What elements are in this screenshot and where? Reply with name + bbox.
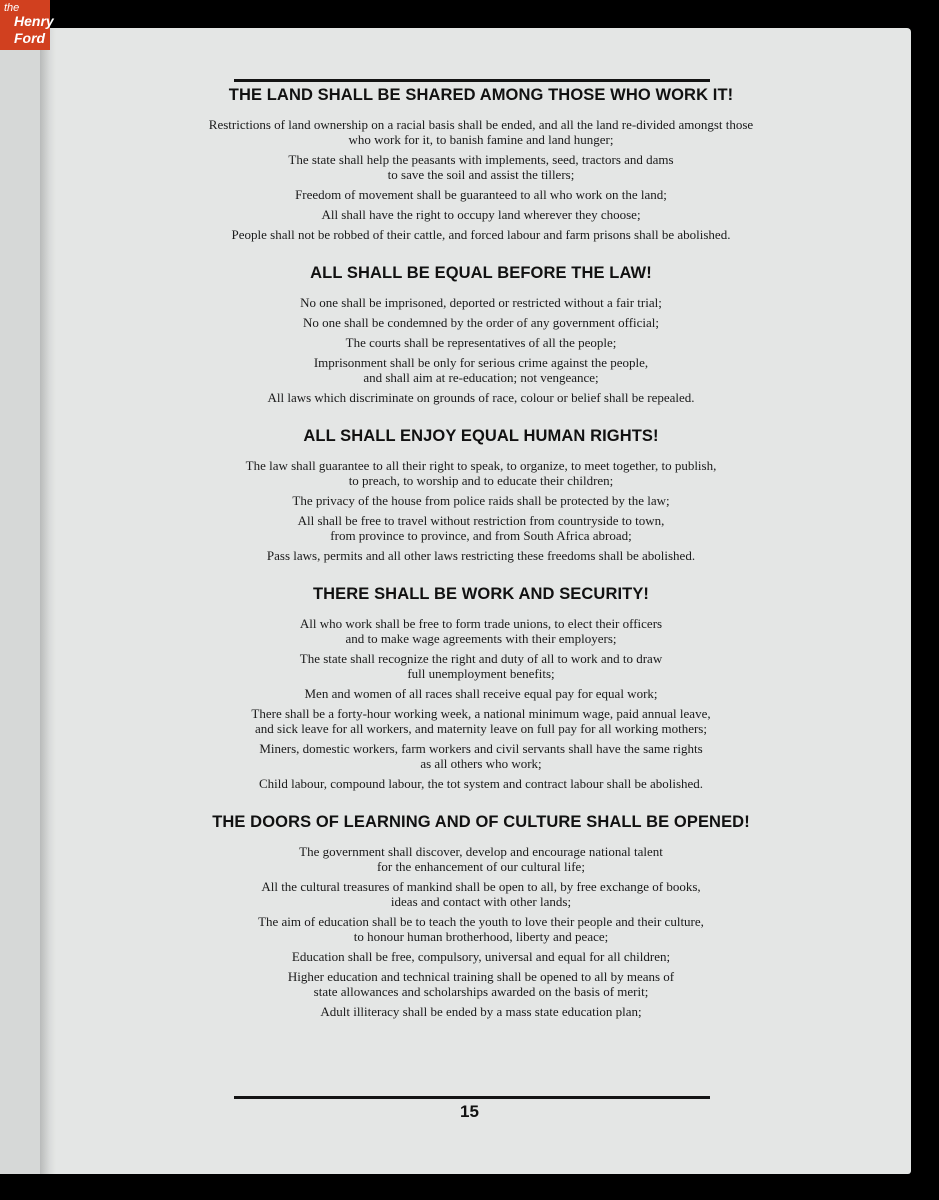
section-paragraph: All who work shall be free to form trade unions, to elect their officers and to make wage agreements with their employers; — [299, 616, 663, 646]
section-paragraph: Adult illiteracy shall be ended by a mass state education plan; — [320, 1004, 642, 1019]
logo-line-2: Henry — [14, 13, 54, 29]
section-equal-law — [150, 262, 812, 405]
section-paragraph: The state shall help the peasants with implements, seed, tractors and dams to save the soil and assist the tillers; — [288, 152, 674, 182]
section-paragraph: All laws which discriminate on grounds of race, colour or belief shall be repealed. — [267, 390, 695, 405]
section-paragraph: The state shall recognize the right and duty of all to work and to draw full unemployment benefits; — [299, 651, 663, 681]
section-paragraph: Miners, domestic workers, farm workers and civil servants shall have the same rights as all others who work; — [259, 741, 703, 771]
section-paragraph: Child labour, compound labour, the tot system and contract labour shall be abolished. — [258, 776, 704, 791]
section-heading: THERE SHALL BE WORK AND SECURITY! — [312, 585, 650, 603]
logo-line-1: the — [4, 2, 20, 14]
section-paragraph: The aim of education shall be to teach the youth to love their people and their culture, to honour human brotherhood, liberty and peace; — [258, 914, 704, 944]
section-paragraph: Education shall be free, compulsory, universal and equal for all children; — [291, 949, 671, 964]
logo-line-3: Ford — [14, 30, 46, 46]
henry-ford-logo — [0, 0, 54, 50]
section-paragraph: There shall be a forty-hour working week, a national minimum wage, paid annual leave, and sick leave for all workers, and maternity leave on full pay for all working mothers; — [251, 706, 711, 736]
page-number: 15 — [460, 1102, 479, 1121]
section-paragraph: Imprisonment shall be only for serious crime against the people, and shall aim at re-education; not vengeance; — [313, 355, 649, 385]
section-paragraph: People shall not be robbed of their cattle, and forced labour and farm prisons shall be abolished. — [231, 227, 731, 242]
section-paragraph: Restrictions of land ownership on a racial basis shall be ended, and all the land re-divided amongst those who work for it, to banish famine and land hunger; — [208, 117, 754, 147]
section-paragraph: Pass laws, permits and all other laws restricting these freedoms shall be abolished. — [266, 548, 696, 563]
section-paragraph: No one shall be imprisoned, deported or restricted without a fair trial; — [300, 295, 662, 310]
section-learning-culture — [150, 811, 812, 1019]
section-paragraph: All shall be free to travel without restriction from countryside to town, from province to province, and from South Africa abroad; — [297, 513, 665, 543]
section-paragraph: No one shall be condemned by the order of any government official; — [302, 315, 660, 330]
section-work-security — [150, 583, 812, 791]
top-rule — [234, 79, 710, 82]
section-paragraph: Men and women of all races shall receive equal pay for equal work; — [304, 686, 658, 701]
page-gutter — [40, 28, 56, 1174]
section-paragraph: All shall have the right to occupy land wherever they choose; — [321, 207, 641, 222]
section-heading: ALL SHALL ENJOY EQUAL HUMAN RIGHTS! — [303, 427, 659, 445]
section-paragraph: The privacy of the house from police raids shall be protected by the law; — [292, 493, 670, 508]
section-heading: ALL SHALL BE EQUAL BEFORE THE LAW! — [310, 264, 652, 282]
section-land — [150, 84, 812, 242]
section-paragraph: The law shall guarantee to all their right to speak, to organize, to meet together, to publish, to preach, to worship and to educate their children; — [245, 458, 717, 488]
charter-text — [150, 84, 812, 1039]
section-heading: THE DOORS OF LEARNING AND OF CULTURE SHALL BE OPENED! — [212, 813, 750, 831]
section-paragraph: The courts shall be representatives of all the people; — [345, 335, 617, 350]
section-heading: THE LAND SHALL BE SHARED AMONG THOSE WHO WORK IT! — [228, 86, 734, 104]
section-human-rights — [150, 425, 812, 563]
section-paragraph: The government shall discover, develop and encourage national talent for the enhancement of our cultural life; — [299, 844, 663, 874]
section-paragraph: Freedom of movement shall be guaranteed to all who work on the land; — [295, 187, 667, 202]
section-paragraph: All the cultural treasures of mankind shall be open to all, by free exchange of books, ideas and contact with other lands; — [261, 879, 701, 909]
bottom-rule — [234, 1096, 710, 1099]
section-paragraph: Higher education and technical training shall be opened to all by means of state allowances and scholarships awarded on the basis of merit; — [287, 969, 675, 999]
